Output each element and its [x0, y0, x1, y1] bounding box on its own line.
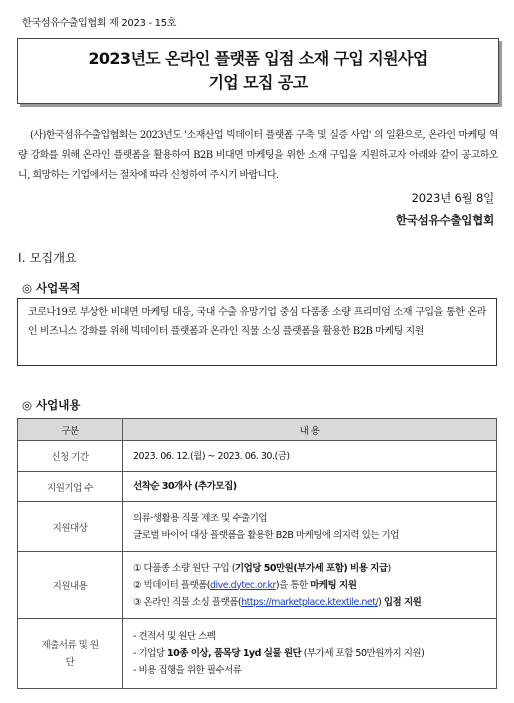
docs-value [123, 619, 497, 689]
marketplace-link[interactable]: https://marketplace.ktextile.net/ [241, 596, 379, 608]
docs-label: 제출서류 및 원단 [18, 619, 123, 689]
target-line-1: 의류·생활용 직물 제조 및 수출기업 [133, 512, 268, 524]
table-row [18, 441, 497, 472]
details-item-1-end: ) [387, 562, 391, 574]
details-value [123, 552, 497, 619]
docs-item-2-bold: 10종 이상, 품목당 1yd 실물 원단 [167, 648, 302, 659]
details-item-3-bold: 입점 지원 [383, 596, 422, 608]
details-item-3 [133, 594, 486, 611]
target-label: 지원대상 [18, 502, 123, 552]
title-line-1: 2023년도 온라인 플랫폼 입점 소재 구입 지원사업 [88, 49, 428, 68]
document-number: 한국섬유수출입협회 제 2023 - 15호 [22, 18, 177, 29]
target-value [123, 502, 497, 552]
details-item-3-mid: ) [378, 596, 384, 608]
purpose-box [17, 298, 497, 366]
table-header-row [18, 419, 497, 441]
dive-link[interactable]: dive.dytec.or.kr [210, 579, 276, 591]
content-heading: ◎ 사업내용 [22, 398, 81, 412]
target-line-2: 글로벌 바이어 대상 플랫폼을 활용한 B2B 마케팅에 의지력 있는 기업 [133, 529, 399, 541]
purpose-text: 코로나19로 부상한 비대면 마케팅 대응, 국내 수출 유망기업 중심 다품종 소량 프리미엄 소재 구입을 통한 온라인 비즈니스 강화를 위해 빅데이터 플랫폼과 온라인 직물 소싱 플랫폼을 활용한 B2B 마케팅 지원 [28, 307, 486, 337]
count-value [123, 472, 497, 502]
docs-item-3: - 비용 집행을 위한 필수서류 [133, 665, 242, 676]
table-row [18, 472, 497, 502]
table-row [18, 619, 497, 689]
details-item-2 [133, 577, 486, 594]
title-line-2: 기업 모집 공고 [208, 73, 308, 92]
details-item-1-bold: 기업당 50만원(부가세 포함) 비용 지급 [234, 562, 388, 574]
details-item-2-mid: )을 통한 [275, 579, 311, 591]
title-box [17, 38, 499, 104]
details-item-1-text: ① 다품종 소량 원단 구입 ( [133, 562, 235, 574]
section-title: Ⅰ. 모집개요 [18, 251, 77, 265]
table-row [18, 502, 497, 552]
docs-item-2 [133, 645, 486, 662]
organization-name: 한국섬유수출입협회 [395, 213, 494, 227]
support-table [17, 418, 497, 689]
docs-item-2-text: - 기업당 [133, 648, 167, 659]
column-header-content: 내 용 [123, 419, 497, 441]
table-row [18, 552, 497, 619]
count-label: 지원기업 수 [18, 472, 123, 502]
period-value: 2023. 06. 12.(월) ~ 2023. 06. 30.(금) [123, 441, 497, 472]
details-item-3-text: ③ 온라인 직물 소싱 플랫폼( [133, 596, 242, 608]
purpose-heading: ◎ 사업목적 [22, 281, 81, 295]
count-value-text: 선착순 30개사 (추가모집) [133, 481, 237, 492]
period-label: 신청 기간 [18, 441, 123, 472]
announcement-date: 2023년 6월 8일 [411, 191, 494, 205]
details-item-2-bold: 마케팅 지원 [310, 579, 357, 591]
docs-item-2-end: (부가세 포함 50만원까지 지원) [301, 648, 425, 659]
details-item-1 [133, 560, 486, 577]
details-item-2-text: ② 빅데이터 플랫폼( [133, 579, 211, 591]
details-label: 지원내용 [18, 552, 123, 619]
docs-item-1: - 견적서 및 원단 스펙 [133, 631, 216, 642]
intro-paragraph: (사)한국섬유수출입협회는 2023년도 '소재산업 빅데이터 플랫폼 구축 및 실증 사업' 의 일환으로, 온라인 마케팅 역량 강화를 위해 온라인 플랫폼을 활용하여 B2B 비대면 마케팅을 위한 소재 구입을 지원하고자 아래와 같이 공고하오니, 희망하는 기업에서는 절차에 따라 신청하여 주시기 바랍니다. [18, 130, 498, 181]
column-header-category: 구분 [18, 419, 123, 441]
